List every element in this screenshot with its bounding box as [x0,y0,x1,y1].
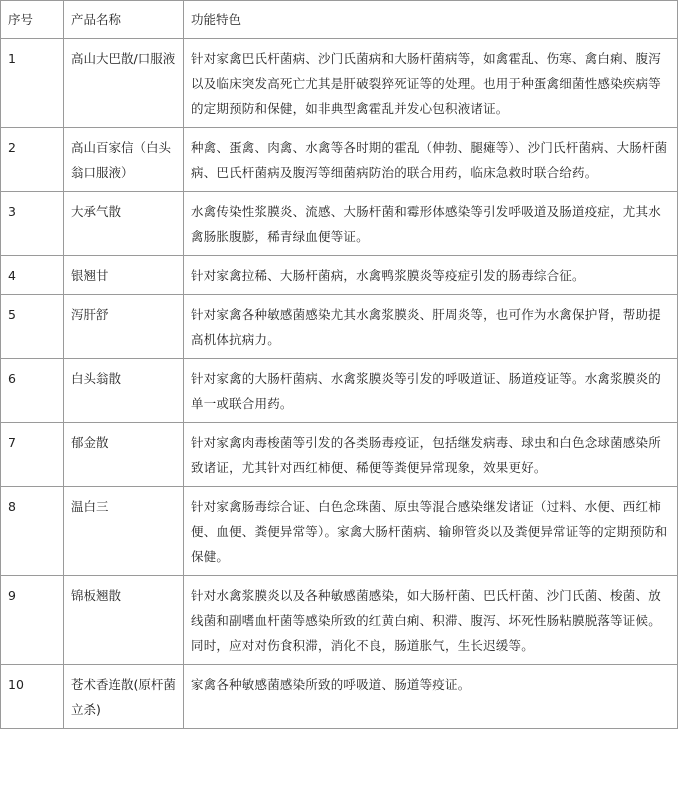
cell-features: 针对水禽浆膜炎以及各种敏感菌感染，如大肠杆菌、巴氏杆菌、沙门氏菌、梭菌、放线菌和副嗜血杆菌等感染所致的红黄白痢、积滞、腹泻、坏死性肠粘膜脱落等证候。同时，应对对伤食积滞，消化不良，肠道胀气，生长迟缓等。 [184,576,678,665]
table-row [1,576,678,665]
cell-product-name: 锦板翘散 [64,576,184,665]
cell-serial-number: 1 [1,39,64,128]
table-row [1,192,678,256]
table-row [1,665,678,729]
cell-features: 种禽、蛋禽、肉禽、水禽等各时期的霍乱（伸勃、腿瘫等）、沙门氏杆菌病、大肠杆菌病、巴氏杆菌病及腹泻等细菌病防治的联合用药，临床急救时联合给药。 [184,128,678,192]
table-row [1,359,678,423]
table-row [1,39,678,128]
cell-product-name: 苍术香连散(原杆菌立杀) [64,665,184,729]
header-serial-number: 序号 [1,1,64,39]
cell-features: 针对家禽肉毒梭菌等引发的各类肠毒疫证，包括继发病毒、球虫和白色念球菌感染所致诸证，尤其针对西红柿便、稀便等粪便异常现象，效果更好。 [184,423,678,487]
header-features: 功能特色 [184,1,678,39]
cell-serial-number: 8 [1,487,64,576]
cell-serial-number: 10 [1,665,64,729]
cell-features: 针对家禽肠毒综合证、白色念珠菌、原虫等混合感染继发诸证（过料、水便、西红柿便、血便、粪便异常等）。家禽大肠杆菌病、输卵管炎以及粪便异常证等的定期预防和保健。 [184,487,678,576]
cell-serial-number: 9 [1,576,64,665]
cell-product-name: 郁金散 [64,423,184,487]
cell-product-name: 高山百家信（白头翁口服液） [64,128,184,192]
cell-product-name: 白头翁散 [64,359,184,423]
cell-product-name: 温白三 [64,487,184,576]
cell-features: 家禽各种敏感菌感染所致的呼吸道、肠道等疫证。 [184,665,678,729]
cell-features: 水禽传染性浆膜炎、流感、大肠杆菌和霉形体感染等引发呼吸道及肠道疫症，尤其水禽肠胀腹膨，稀青绿血便等证。 [184,192,678,256]
table-body [1,39,678,729]
table-row [1,256,678,295]
cell-product-name: 泻肝舒 [64,295,184,359]
cell-serial-number: 6 [1,359,64,423]
table-row [1,487,678,576]
table-row [1,423,678,487]
table-header-row [1,1,678,39]
header-product-name: 产品名称 [64,1,184,39]
table-row [1,128,678,192]
cell-features: 针对家禽巴氏杆菌病、沙门氏菌病和大肠杆菌病等，如禽霍乱、伤寒、禽白痢、腹泻以及临床突发高死亡尤其是肝破裂猝死证等的处理。也用于种蛋禽细菌性感染疾病等的定期预防和保健，如非典型禽霍乱并发心包积液诸证。 [184,39,678,128]
cell-serial-number: 5 [1,295,64,359]
cell-features: 针对家禽拉稀、大肠杆菌病，水禽鸭浆膜炎等疫症引发的肠毒综合征。 [184,256,678,295]
cell-product-name: 高山大巴散/口服液 [64,39,184,128]
cell-product-name: 银翘甘 [64,256,184,295]
cell-product-name: 大承气散 [64,192,184,256]
cell-serial-number: 7 [1,423,64,487]
cell-serial-number: 2 [1,128,64,192]
cell-features: 针对家禽各种敏感菌感染尤其水禽浆膜炎、肝周炎等，也可作为水禽保护肾，帮助提高机体抗病力。 [184,295,678,359]
cell-serial-number: 3 [1,192,64,256]
cell-features: 针对家禽的大肠杆菌病、水禽浆膜炎等引发的呼吸道证、肠道疫证等。水禽浆膜炎的单一或联合用药。 [184,359,678,423]
cell-serial-number: 4 [1,256,64,295]
table-row [1,295,678,359]
